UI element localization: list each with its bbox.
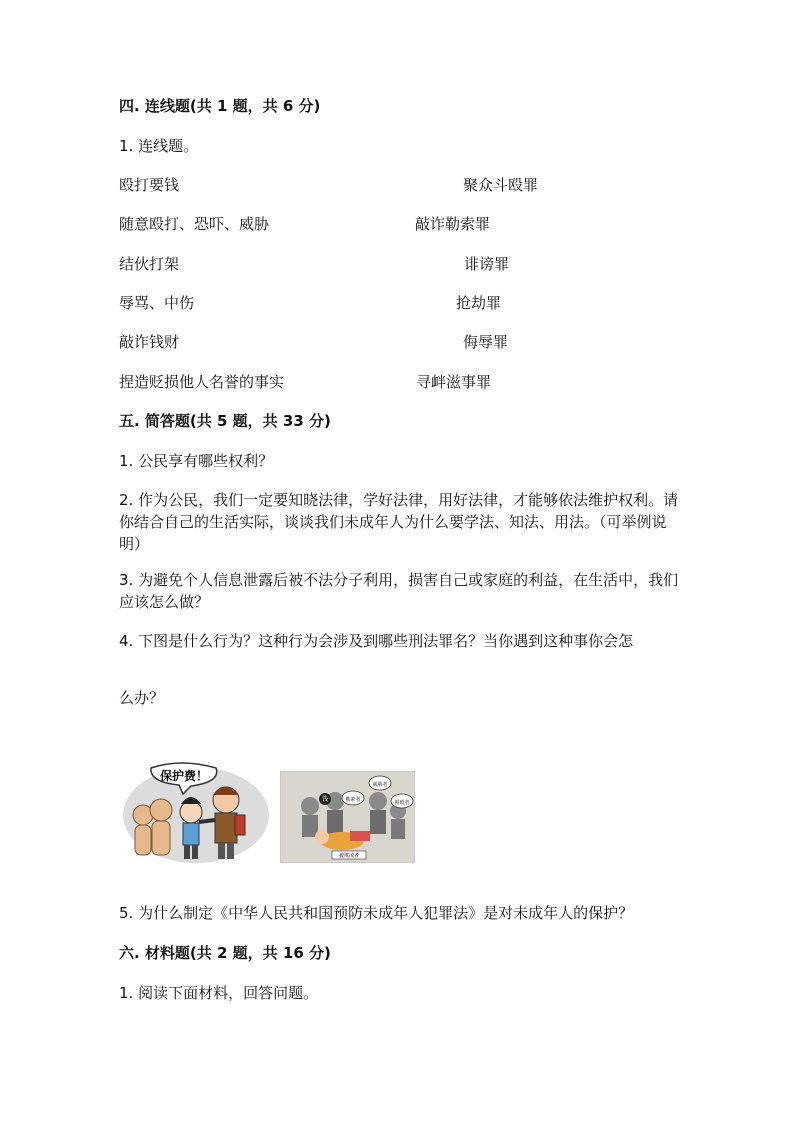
- bullying-scene-image: [280, 771, 415, 863]
- section-6-heading: 六. 材料题(共 2 题，共 16 分): [119, 944, 331, 962]
- matching-right-item: 敲诈勒索罪: [415, 215, 491, 233]
- matching-right-item: 寻衅滋事罪: [416, 373, 492, 391]
- matching-right-item: 抢劫罪: [456, 294, 502, 312]
- scene-label: 围殴者: [394, 800, 410, 806]
- material-question-q1: 1. 阅读下面材料，回答问题。: [119, 984, 319, 1002]
- cartoon-speech-text: 保护费！: [159, 769, 209, 783]
- short-answer-q2: 2. 作为公民，我们一定要知晓法律，学好法律，用好法律，才能够依法维护权利。请你结合自己的生活实际，谈谈我们未成年人为什么要学法、知法、用法。（可举例说明）: [119, 491, 679, 553]
- scene-label: 钱: [321, 796, 329, 803]
- protection-fee-cartoon-image: [121, 760, 271, 865]
- section-5-heading: 五. 简答题(共 5 题，共 33 分): [119, 412, 331, 430]
- scene-label: 威胁者: [372, 782, 388, 788]
- matching-question-title: 1. 连线题。: [119, 137, 199, 155]
- scene-label: 勒索者: [345, 797, 361, 803]
- matching-left-item: 随意殴打、恐吓、威胁: [119, 215, 270, 233]
- scene-label: 被欺凌者: [338, 853, 360, 859]
- matching-right-item: 侮辱罪: [463, 333, 509, 351]
- short-answer-q1: 1. 公民享有哪些权利？: [119, 452, 274, 470]
- short-answer-q4-line2: 么办？: [119, 689, 165, 707]
- short-answer-q5: 5. 为什么制定《中华人民共和国预防未成年人犯罪法》是对未成年人的保护？: [119, 904, 634, 922]
- matching-left-item: 辱骂、中伤: [119, 294, 195, 312]
- matching-right-item: 诽谤罪: [464, 255, 510, 273]
- matching-right-item: 聚众斗殴罪: [463, 176, 539, 194]
- section-4-heading: 四. 连线题(共 1 题，共 6 分): [119, 97, 321, 115]
- short-answer-q4-line1: 4. 下图是什么行为？这种行为会涉及到哪些刑法罪名？当你遇到这种事你会怎: [119, 632, 634, 650]
- matching-left-item: 殴打要钱: [119, 176, 180, 194]
- matching-left-item: 敲诈钱财: [119, 333, 180, 351]
- short-answer-q3: 3. 为避免个人信息泄露后被不法分子利用，损害自己或家庭的利益，在生活中，我们应该怎么做？: [119, 571, 679, 611]
- matching-left-item: 捏造贬损他人名誉的事实: [119, 373, 285, 391]
- matching-left-item: 结伙打架: [119, 255, 180, 273]
